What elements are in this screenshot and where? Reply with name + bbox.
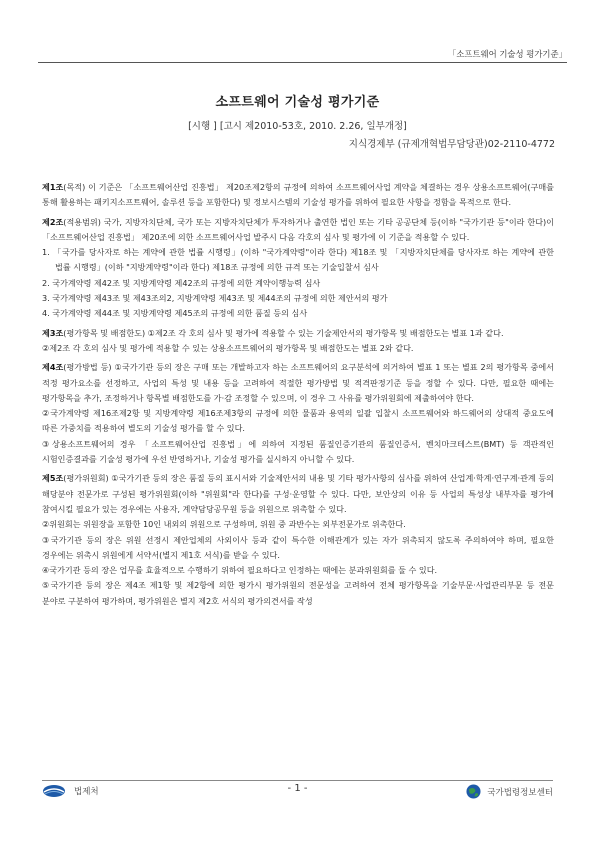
article-text: (평가항목 및 배점한도) ①제2조 각 호의 심사 및 평가에 적용할 수 있는 기술제안서의 평가항목 및 배점한도는 별표 1과 같다. [63,327,504,338]
article-clause: ④국가기관 등의 장은 업무를 효율적으로 수행하기 위하여 필요하다고 인정하는 때에는 분과위원회를 둘 수 있다. [42,565,438,576]
document-body [42,180,554,613]
footer-org-left: 법제처 [74,787,99,797]
page-number: - 1 - [287,783,308,794]
article-item: 3. 국가계약령 제43조 및 제43조의2, 지방계약령 제43조 및 제44조의 규정에 의한 제안서의 평가 [42,293,388,304]
running-header: 「소프트웨어 기술성 평가기준」 [447,49,567,59]
header-divider [38,62,567,63]
article-paragraph [42,326,554,341]
article-clause: ②국가계약령 제16조제2항 및 지방계약령 제16조제3항의 규정에 의한 물품과 용역의 일괄 입찰시 소프트웨어와 하드웨어의 상대적 중요도에 따른 가중치를 적용하여 별도의 기술성 평가를 할 수 있다. [42,408,554,434]
article-paragraph [42,471,554,517]
article-number: 제3조 [42,327,64,338]
footer-org-right: 국가법령정보센터 [487,787,553,798]
document-subtitle: [시행 ] [고시 제2010-53호, 2010. 2.26, 일부개정] [188,121,407,132]
article-text: (평가방법 등) ①국가기관 등의 장은 구매 또는 개발하고자 하는 소프트웨어의 요구분석에 의거하여 별표 1 또는 별표 2의 평가항목 중에서 적정 평가요소를 선정하고, 사업의 특성 및 내용 등을 고려하여 적절한 평가방법 및 적격판정기준 등을 정할 수 있다. 다만, 필요한 때에는 평가항목을 추가, 조정하거나 항목별 배점한도를 가·감 조정할 수 있으며, 이 경우 그 사유를 평가위원회에 제출하여야 한다. [42,362,554,403]
article-clause: ②위원회는 위원장을 포함한 10인 내외의 위원으로 구성하며, 위원 중 과반수는 외부전문가로 위촉한다. [42,519,406,530]
article-item: 2. 국가계약령 제42조 및 지방계약령 제42조의 규정에 의한 계약이행능력 심사 [42,277,321,288]
article-3 [42,326,554,357]
article-clause: ⑤국가기관 등의 장은 제4조 제1항 및 제2항에 의한 평가시 평가위원의 전문성을 고려하여 전체 평가항목을 기술부문·사업관리부문 등 전문 분야로 구분하여 평가하며, 평가위원은 별지 제2호 서식의 평가의견서를 작성 [42,580,554,606]
article-number: 제5조 [42,473,64,484]
article-item: 4. 국가계약령 제44조 및 지방계약령 제45조의 규정에 의한 품질 등의 심사 [42,308,308,319]
article-clause: ②제2조 각 호의 심사 및 평가에 적용할 수 있는 상용소프트웨어의 평가항목 및 배점한도는 별표 2와 같다. [42,342,414,353]
footer-right [466,784,553,799]
globe-logo-icon [466,784,481,799]
article-clause: ③상용소프트웨어의 경우 「소프트웨어산업 진흥법」에 의하여 지정된 품질인증기관의 품질인증서, 벤치마크테스트(BMT) 등 객관적인 시험인증결과를 기술성 평가에 우선 반영하거나, 기술성 평가를 실시하지 아니할 수 있다. [42,438,554,465]
article-2 [42,215,554,322]
department-contact: 지식경제부 (규제개혁법무담당관)02-2110-4772 [348,139,555,150]
article-clause: ③국가기관 등의 장은 위원 선정시 제안업체의 사외이사 등과 같이 특수한 이해관계가 있는 자가 위촉되지 않도록 주의하여야 하며, 필요한 경우에는 위촉시 위원에게 서약서(별지 제1호 서식)를 받을 수 있다. [42,534,554,560]
article-number: 제1조 [42,182,64,192]
article-paragraph [42,360,554,406]
article-number: 제4조 [42,362,64,373]
article-item: 1. 「국가를 당사자로 하는 계약에 관한 법률 시행령」(이하 "국가계약령"이라 한다) 제18조 및 「지방자치단체를 당사자로 하는 계약에 관한 법률 시행령」(이하 "지방계약령"이라 한다) 제18조 규정에 의한 규격 또는 기술입찰서 심사 [42,247,554,273]
article-4 [42,360,554,467]
article-text: (목적) 이 기준은 「소프트웨어산업 진흥법」 제20조제2항의 규정에 의하여 소프트웨어사업 계약을 체결하는 경우 상용소프트웨어(구매를 통해 활용하는 패키지소프트웨어, 솔루션 등을 포함한다) 및 정보시스템의 기술성 평가를 위하여 필요한 사항을 정함을 목적으로 한다. [42,182,554,208]
article-text: (평가위원회) ①국가기관 등의 장은 품질 등의 표시서와 기술제안서의 내용 및 기타 평가사항의 심사를 위하여 산업계·학계·연구계·관계 등의 해당분야 전문가로 구성된 평가위원회(이하 "위원회"라 한다)를 구성·운영할 수 있다. 다만, 보안상의 이유 등 사업의 특성상 내부자를 평가에 참여시킬 필요가 있는 경우에는 사용자, 계약담당공무원 등을 위원으로 위촉할 수 있다. [42,473,554,514]
article-1 [42,180,554,211]
article-text: (적용범위) 국가, 지방자치단체, 국가 또는 지방자치단체가 투자하거나 출연한 법인 또는 기타 공공단체 등(이하 "국가기관 등"이라 한다)이 「소프트웨어산업 진흥법」 제20조에 의한 소프트웨어사업 발주시 다음 각호의 심사 및 평가에 이 기준을 적용할 수 있다. [42,216,554,242]
article-paragraph [42,180,554,211]
article-5 [42,471,554,609]
article-paragraph [42,215,554,246]
document-title: 소프트웨어 기술성 평가기준 [215,95,380,110]
footer-divider [42,780,553,781]
article-number: 제2조 [42,216,64,227]
